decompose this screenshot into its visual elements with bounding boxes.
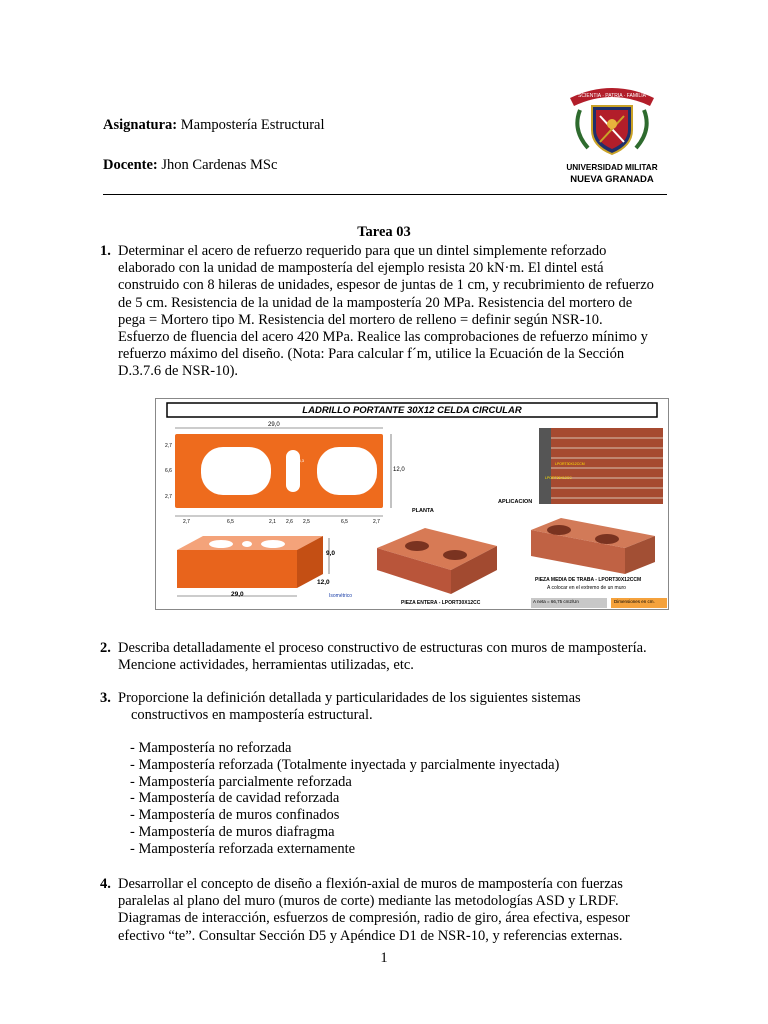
subject-value: Mampostería Estructural (180, 117, 325, 133)
left-dim-1: 2,7 (165, 443, 172, 449)
iso-label: Isométrico (329, 593, 353, 599)
wall-tag-1: LPORT30X12CCM (555, 462, 585, 466)
dim-height: 9,0 (326, 550, 336, 557)
list-item: - Mampostería no reforzada (130, 740, 292, 756)
list-item: - Mampostería reforzada (Totalmente inyectada y parcialmente inyectada) (130, 756, 560, 773)
logo-motto: SCIENTIA · PATRIA · FAMILIA (578, 93, 646, 99)
bottom-dim: 2,7 (183, 519, 190, 525)
teacher-value: Jhon Cardenas MSc (161, 157, 278, 173)
brick-figure (155, 398, 669, 610)
dim-length-iso: 29,0 (231, 591, 244, 598)
system-list (130, 740, 559, 858)
q1-line: Determinar el acero de refuerzo requerido para que un dintel simplemente reforzado (118, 243, 607, 259)
bottom-dim: 2,7 (373, 519, 380, 525)
net-area-label: A neta = 66,75 cm2/Un (533, 599, 579, 604)
dim-length: 29,0 (268, 422, 280, 428)
application-label: APLICACION (498, 499, 533, 505)
radius-label: 1,3 (205, 464, 211, 469)
left-dim-2: 6,6 (165, 468, 172, 474)
dim-width-iso: 12,0 (317, 579, 330, 586)
logo-line2: NUEVA GRANADA (570, 174, 654, 185)
list-item: - Mampostería parcialmente reforzada (130, 773, 352, 790)
q2-line: Describa detalladamente el proceso constructivo de estructuras con muros de mampostería. (118, 640, 647, 656)
dims-unit-label: Dimensiones en cm. (614, 599, 655, 604)
list-item: - Mampostería de muros diafragma (130, 823, 335, 840)
bottom-dim: 2,6 (286, 519, 293, 525)
radius-label: 1,8 (233, 463, 239, 468)
question-1-number: 1. (100, 243, 111, 259)
question-4 (100, 876, 666, 945)
wall-tag-2: LPORT30X12CC (545, 476, 572, 480)
university-logo (566, 80, 658, 190)
q2-line: Mencione actividades, herramientas utilizadas, etc. (118, 657, 414, 674)
list-item: - Mampostería de cavidad reforzada (130, 790, 340, 807)
question-1 (100, 243, 666, 381)
q3-line: Proporcione la definición detallada y particularidades de los siguientes sistemas (118, 690, 581, 706)
list-item: - Mampostería de muros confinados (130, 807, 340, 824)
full-piece-label: PIEZA ENTERA - LPORT30X12CC (401, 600, 481, 606)
bottom-dim: 6,5 (227, 519, 234, 525)
q3-line: constructivos en mampostería estructural. (131, 707, 373, 724)
radius-label: R = 3,3 (291, 458, 305, 463)
question-2-number: 2. (100, 640, 111, 656)
crest-icon (566, 80, 658, 160)
list-item: - Mampostería reforzada externamente (130, 840, 356, 857)
radius-label: R = 3,3 (215, 454, 229, 459)
q1-line: refuerzo máximo del diseño. (Nota: Para calcular f´m, utilice la Ecuación de la Sección (118, 346, 625, 363)
q1-line: de 5 cm. Resistencia de la unidad de la mampostería 20 MPa. Resistencia del mortero de (118, 294, 633, 311)
bottom-dim: 2,1 (269, 519, 276, 525)
q4-line: Desarrollar el concepto de diseño a flexión-axial de muros de mampostería con fuerzas (118, 876, 623, 892)
page-number: 1 (380, 950, 388, 966)
q1-line: elaborado con la unidad de mampostería del ejemplo resista 20 kN·m. El dintel está (118, 260, 604, 277)
q4-line: efectivo “te”. Consultar Sección D5 y Apéndice D1 de NSR-10, y referencias externas. (118, 927, 623, 944)
radius-label: R = 3,3 (331, 454, 345, 459)
dim-width: 12,0 (393, 467, 405, 473)
half-piece-label: PIEZA MEDIA DE TRABA - LPORT30X12CCM (535, 577, 642, 583)
question-4-number: 4. (100, 876, 111, 892)
q1-line: Esfuerzo de fluencia del acero 420 MPa. Realice las comprobaciones de refuerzo mínimo y (118, 329, 648, 346)
left-dim-3: 2,7 (165, 494, 172, 500)
subject-label: Asignatura: (103, 117, 178, 133)
q1-line: pega = Mortero tipo M. Resistencia del mortero de relleno = definir según NSR-10. (118, 311, 603, 328)
radius-label: R = 3,3 (345, 470, 359, 475)
assignment-title: Tarea 03 (357, 224, 411, 240)
question-3 (100, 690, 678, 724)
question-2 (100, 640, 678, 674)
teacher-line (103, 157, 277, 174)
logo-line1: UNIVERSIDAD MILITAR (566, 163, 658, 172)
bottom-dim: 2,5 (303, 519, 310, 525)
q1-line: construido con 8 hileras de unidades, espesor de juntas de 1 cm, y recubrimiento de refuerzo (118, 277, 654, 294)
header-rule (103, 194, 667, 195)
question-3-number: 3. (100, 690, 111, 706)
half-piece-note: A colocar en el extremo de un muro (547, 585, 626, 591)
bottom-dim: 6,5 (341, 519, 348, 525)
plan-label: PLANTA (412, 508, 434, 514)
q4-line: paralelas al plano del muro (muros de corte) mediante las metodologías ASD y LRDF. (118, 893, 619, 910)
q4-line: Diagramas de interacción, esfuerzos de compresión, radio de giro, área efectiva, espesor (118, 910, 630, 927)
subject-line (103, 117, 325, 134)
radius-label: R = 3,3 (245, 470, 259, 475)
q1-line: D.3.7.6 de NSR-10). (118, 363, 239, 380)
teacher-label: Docente: (103, 157, 158, 173)
figure-title: LADRILLO PORTANTE 30X12 CELDA CIRCULAR (302, 405, 522, 416)
